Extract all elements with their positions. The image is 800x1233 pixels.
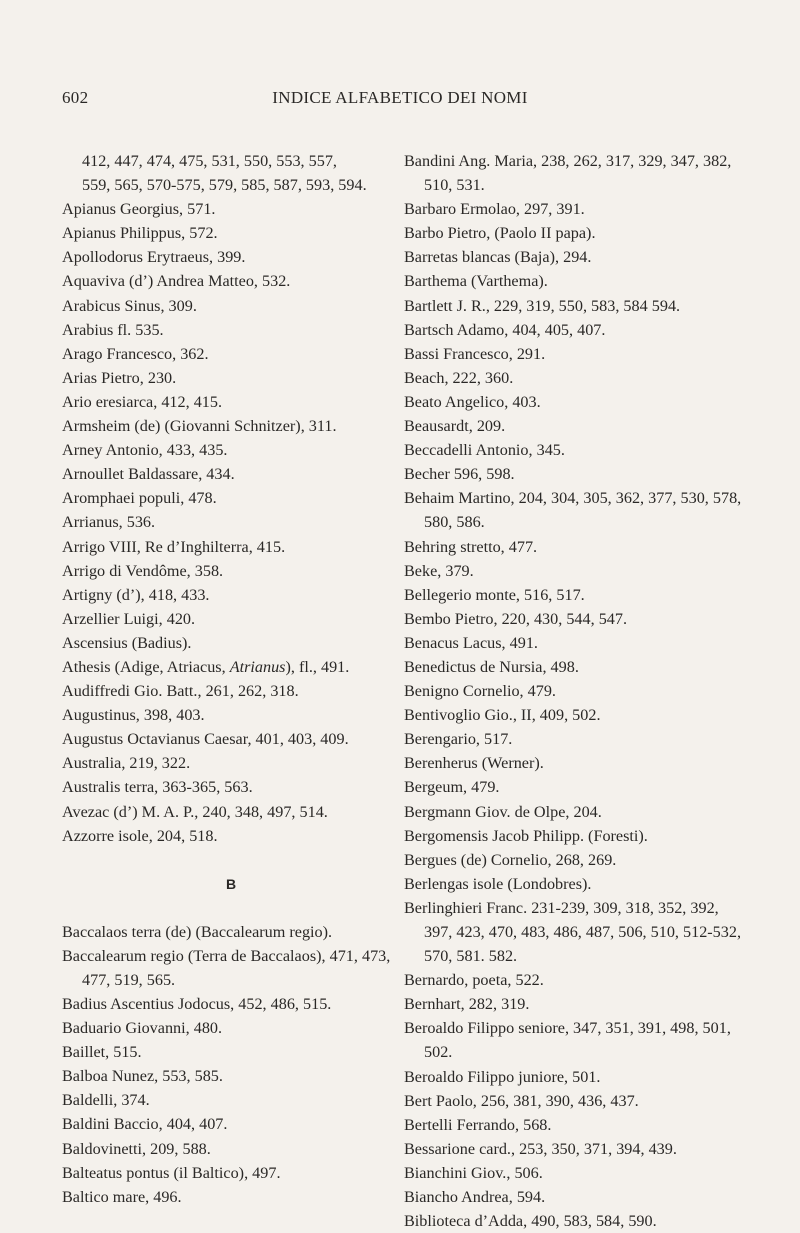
index-entry: Beccadelli Antonio, 345. (404, 441, 565, 460)
index-entry: Aromphaei populi, 478. (62, 489, 217, 508)
index-entry: Berlengas isole (Londobres). (404, 874, 592, 893)
index-entry: Baillet, 515. (62, 1043, 142, 1062)
index-entry: Benacus Lacus, 491. (404, 633, 538, 652)
index-entry: Bartsch Adamo, 404, 405, 407. (404, 320, 606, 339)
index-entry: Beke, 379. (404, 561, 474, 580)
index-entry: Barbo Pietro, (Paolo II papa). (404, 224, 596, 243)
index-entry: Bessarione card., 253, 350, 371, 394, 439. (404, 1139, 677, 1158)
index-entry: Apollodorus Erytraeus, 399. (62, 248, 246, 267)
index-entry: Australia, 219, 322. (62, 754, 191, 773)
index-entry: Baccalaos terra (de) (Baccalearum regio). (62, 922, 333, 941)
entries-group-b (62, 920, 400, 1209)
index-entry: Baldini Baccio, 404, 407. (62, 1115, 228, 1134)
index-entry: Beroaldo Filippo seniore, 347, 351, 391, 498, 501, 502. (404, 1019, 731, 1062)
index-entry: Bassi Francesco, 291. (404, 344, 546, 363)
entry-text: ), fl., 491. (285, 657, 350, 676)
index-entry: Baldelli, 374. (62, 1091, 150, 1110)
index-entry: Benedictus de Nursia, 498. (404, 657, 579, 676)
index-entry: Beausardt, 209. (404, 417, 506, 436)
index-entry: Bernardo, poeta, 522. (404, 971, 544, 990)
index-entry: Benigno Cornelio, 479. (404, 682, 556, 701)
index-entry: Arabius fl. 535. (62, 320, 164, 339)
index-entry: Armsheim (de) (Giovanni Schnitzer), 311. (62, 417, 337, 436)
index-entry: Bartlett J. R., 229, 319, 550, 583, 584 594. (404, 296, 681, 315)
index-entry: Arzellier Luigi, 420. (62, 609, 196, 628)
index-entry: Australis terra, 363-365, 563. (62, 778, 253, 797)
index-entry: Bergomensis Jacob Philipp. (Foresti). (404, 826, 648, 845)
index-entry: Bellegerio monte, 516, 517. (404, 585, 585, 604)
index-entry: Aquaviva (d’) Andrea Matteo, 532. (62, 272, 291, 291)
index-entry: Bertelli Ferrando, 568. (404, 1115, 552, 1134)
index-entry: Apianus Philippus, 572. (62, 224, 218, 243)
index-entry: Arias Pietro, 230. (62, 368, 177, 387)
index-entry: Barretas blancas (Baja), 294. (404, 248, 592, 267)
index-entry: Beroaldo Filippo juniore, 501. (404, 1067, 601, 1086)
index-entry: Barthema (Varthema). (404, 272, 548, 291)
index-entry: Ario eresiarca, 412, 415. (62, 392, 223, 411)
right-column (404, 149, 744, 1233)
entry-italic-text: Atrianus (229, 657, 286, 676)
entry-text: Athesis (Adige, Atriacus, (62, 657, 230, 676)
index-entry: Augustus Octavianus Caesar, 401, 403, 409. (62, 730, 349, 749)
index-entry: Behring stretto, 477. (404, 537, 538, 556)
index-entry: Bert Paolo, 256, 381, 390, 436, 437. (404, 1091, 639, 1110)
index-entry: Badius Ascentius Jodocus, 452, 486, 515. (62, 995, 332, 1013)
index-entry: Arrigo di Vendôme, 358. (62, 561, 224, 580)
index-entry: Ascensius (Badius). (62, 633, 192, 652)
entries-group-a2 (62, 679, 400, 848)
index-entry: Baltico mare, 496. (62, 1187, 182, 1206)
index-entry: 559, 565, 570-575, 579, 585, 587, 593, 594. (82, 176, 367, 195)
index-entry: Bernhart, 282, 319. (404, 995, 530, 1014)
running-title: INDICE ALFABETICO DEI NOMI (272, 88, 528, 107)
index-entry: Bandini Ang. Maria, 238, 262, 317, 329, 347, 382, 510, 531. (404, 152, 732, 195)
index-entry: Bergmann Giov. de Olpe, 204. (404, 802, 602, 821)
index-entry: Arnoullet Baldassare, 434. (62, 465, 235, 484)
index-entry: Bentivoglio Gio., II, 409, 502. (404, 706, 601, 725)
index-entry: Beato Angelico, 403. (404, 392, 541, 411)
index-entry: Arney Antonio, 433, 435. (62, 441, 228, 460)
index-entry: Bembo Pietro, 220, 430, 544, 547. (404, 609, 628, 628)
index-entry: Arrianus, 536. (62, 513, 156, 532)
index-entry: Becher 596, 598. (404, 465, 515, 484)
index-entry: Balteatus pontus (il Baltico), 497. (62, 1163, 281, 1182)
left-column (62, 149, 400, 1209)
index-entry: Barbaro Ermolao, 297, 391. (404, 200, 585, 219)
index-entry: Azzorre isole, 204, 518. (62, 826, 218, 845)
index-entry: Apianus Georgius, 571. (62, 200, 216, 219)
index-entry: Baccalearum regio (Terra de Baccalaos), 471, 473, 477, 519, 565. (62, 946, 391, 989)
index-entry: Biancho Andrea, 594. (404, 1188, 546, 1207)
index-entry: Augustinus, 398, 403. (62, 706, 205, 725)
index-entry: Bianchini Giov., 506. (404, 1163, 543, 1182)
index-entry: Baduario Giovanni, 480. (62, 1019, 223, 1038)
index-entry: Berlinghieri Franc. 231-239, 309, 318, 352, 392, 397, 423, 470, 483, 486, 487, 506, 510, 512-532, 570, 581. 582. (404, 898, 741, 966)
index-entry: Biblioteca d’Adda, 490, 583, 584, 590. (404, 1212, 657, 1231)
index-entry: Audiffredi Gio. Batt., 261, 262, 318. (62, 682, 299, 701)
index-entry: Avezac (d’) M. A. P., 240, 348, 497, 514. (62, 802, 328, 821)
entries-group-right (404, 149, 744, 1233)
index-entry: Bergeum, 479. (404, 778, 500, 797)
section-letter: B (225, 875, 237, 892)
index-entry: Artigny (d’), 418, 433. (62, 585, 210, 604)
entries-group-a (62, 149, 400, 655)
index-entry: Arago Francesco, 362. (62, 344, 209, 363)
index-entry: Arabicus Sinus, 309. (62, 296, 197, 315)
page-header (62, 88, 738, 112)
index-entry: Behaim Martino, 204, 304, 305, 362, 377, 530, 578, 580, 586. (404, 489, 742, 532)
index-entry-athesis (62, 655, 400, 679)
page-number: 602 (62, 88, 89, 107)
index-entry: 412, 447, 474, 475, 531, 550, 553, 557, (82, 152, 337, 170)
index-entry: Berenherus (Werner). (404, 754, 544, 773)
index-entry: Berengario, 517. (404, 730, 513, 749)
index-entry: Beach, 222, 360. (404, 368, 514, 387)
index-entry: Arrigo VIII, Re d’Inghilterra, 415. (62, 537, 286, 556)
index-entry: Balboa Nunez, 553, 585. (62, 1067, 223, 1086)
index-entry: Baldovinetti, 209, 588. (62, 1139, 211, 1158)
index-entry: Bergues (de) Cornelio, 268, 269. (404, 850, 617, 869)
